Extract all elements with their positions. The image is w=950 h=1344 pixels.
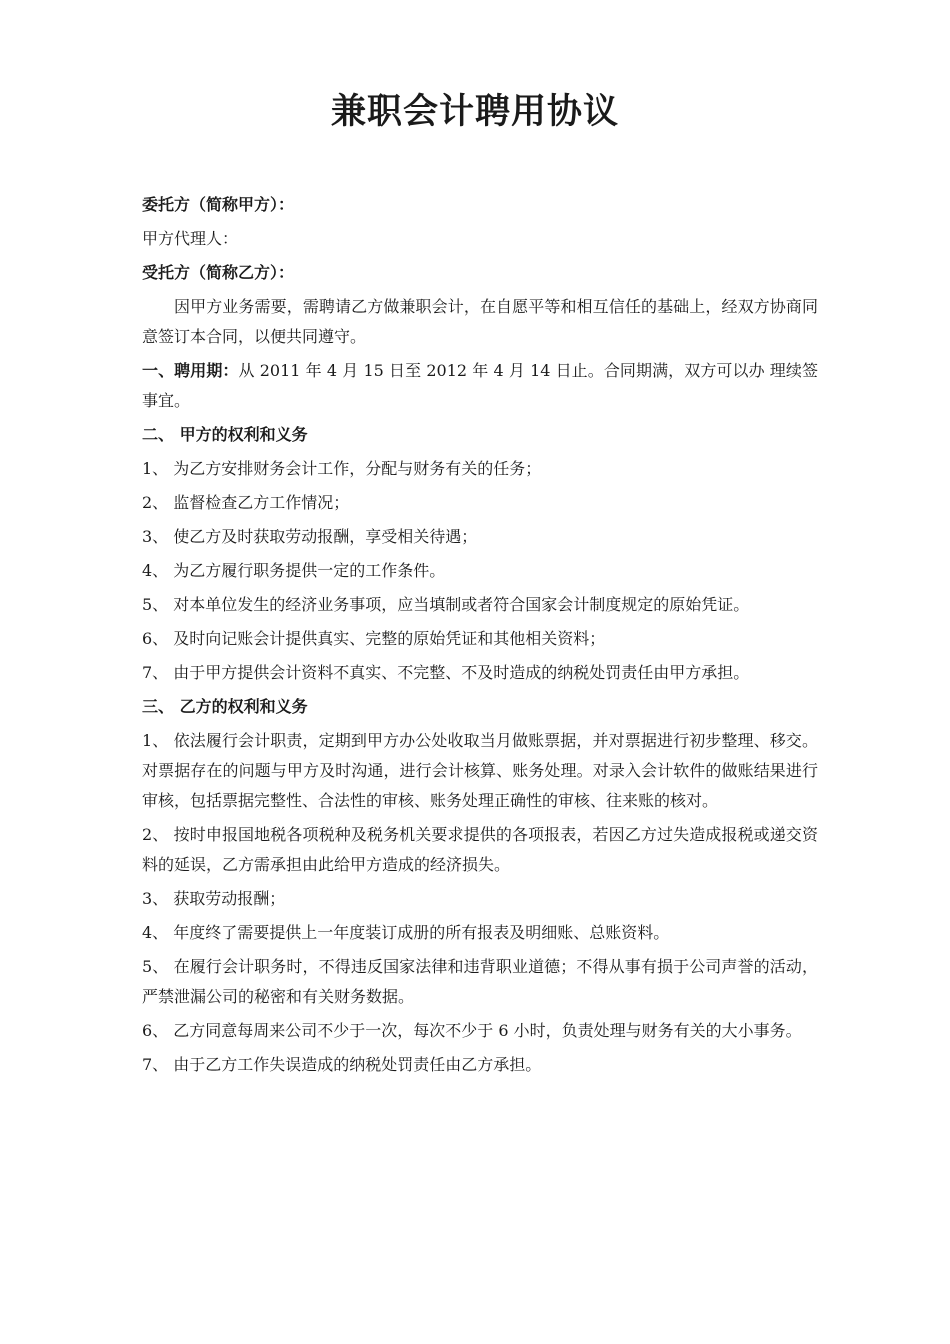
section-1-paragraph [142,356,818,416]
document-body [142,190,818,1084]
section-2-item: 1、 为乙方安排财务会计工作，分配与财务有关的任务； [142,459,542,478]
section-2-item: 7、 由于甲方提供会计资料不真实、不完整、不及时造成的纳税处罚责任由甲方承担。 [142,663,750,682]
section-2-item: 2、 监督检查乙方工作情况； [142,493,350,512]
section-3-item: 1、 依法履行会计职责，定期到甲方办公处收取当月做账票据，并对票据进行初步整理、移交。对票据存在的问题与甲方及时沟通，进行会计核算、账务处理。对录入会计软件的做账结果进行审核，包括票据完整性、合法性的审核、账务处理正确性的审核、往来账的核对。 [142,731,818,810]
document-title: 兼职会计聘用协议 [330,92,619,132]
section-2-heading: 二、 甲方的权利和义务 [142,425,308,444]
section-3-item: 6、 乙方同意每周来公司不少于一次，每次不少于 6 小时，负责处理与财务有关的大小事务。 [142,1021,802,1040]
section-2-item: 5、 对本单位发生的经济业务事项，应当填制或者符合国家会计制度规定的原始凭证。 [142,595,750,614]
section-3-item: 2、 按时申报国地税各项税种及税务机关要求提供的各项报表，若因乙方过失造成报税或递交资料的延误，乙方需承担由此给甲方造成的经济损失。 [142,825,818,874]
section-1-prefix: 一、 [142,361,175,380]
intro-paragraph: 因甲方业务需要，需聘请乙方做兼职会计，在自愿平等和相互信任的基础上，经双方协商同意签订本合同，以便共同遵守。 [142,297,818,346]
section-2-item: 4、 为乙方履行职务提供一定的工作条件。 [142,561,446,580]
section-2-item: 6、 及时向记账会计提供真实、完整的原始凭证和其他相关资料； [142,629,606,648]
section-3-item: 4、 年度终了需要提供上一年度装订成册的所有报表及明细账、总账资料。 [142,923,670,942]
party-b-line: 受托方（简称乙方）： [142,263,295,282]
agent-line: 甲方代理人： [142,229,239,248]
section-1-text: 从 2011 年 4 月 15 日至 2012 年 4 月 14 日止。合同期满，双方可以办 理续签事宜。 [142,361,818,410]
section-3-heading: 三、 乙方的权利和义务 [142,697,308,716]
section-2-item: 3、 使乙方及时获取劳动报酬，享受相关待遇； [142,527,478,546]
section-3-item: 5、 在履行会计职务时，不得违反国家法律和违背职业道德；不得从事有损于公司声誉的活动，严禁泄漏公司的秘密和有关财务数据。 [142,957,818,1006]
section-3-item: 3、 获取劳动报酬； [142,889,286,908]
section-3-item: 7、 由于乙方工作失误造成的纳税处罚责任由乙方承担。 [142,1055,542,1074]
section-1-label: 聘用期： [174,361,239,380]
party-a-line: 委托方（简称甲方）： [142,195,295,214]
